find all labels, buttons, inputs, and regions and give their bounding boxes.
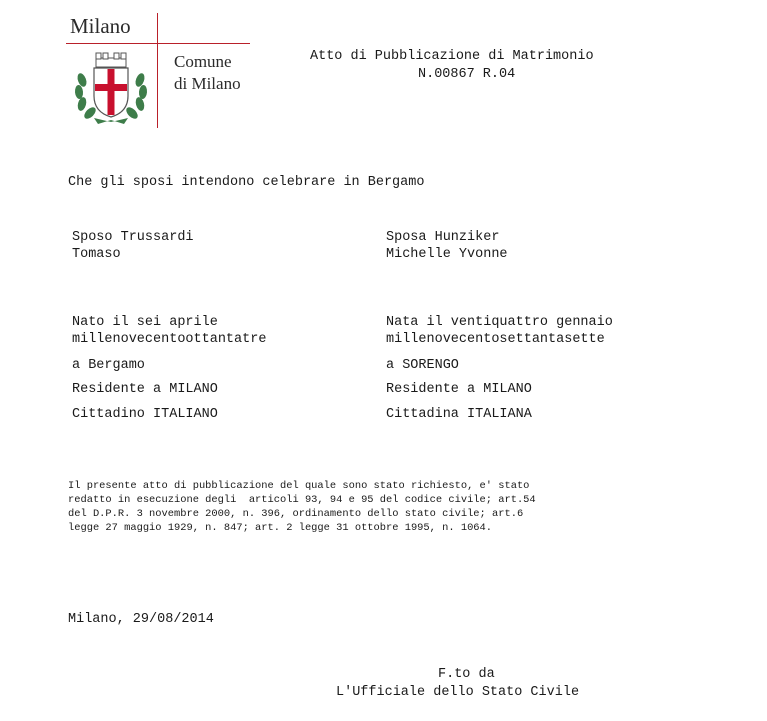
sposo-nascita-2: millenovecentoottantatre: [72, 332, 267, 347]
legal-line: legge 27 maggio 1929, n. 847; art. 2 legge 31 ottobre 1995, n. 1064.: [68, 522, 493, 534]
signature-prefix: F.to da: [438, 667, 495, 682]
logo-comune-line1: Comune: [174, 52, 232, 71]
sposa-nascita-2: millenovecentosettantasette: [386, 332, 605, 347]
legal-notice: [68, 479, 536, 535]
intro-statement: Che gli sposi intendono celebrare in Bergamo: [68, 175, 425, 190]
sposo-residenza: Residente a MILANO: [72, 382, 218, 397]
sposo-nascita-1: Nato il sei aprile: [72, 315, 218, 330]
sposa-cittadinanza: Cittadina ITALIANA: [386, 407, 532, 422]
logo-divider-vertical: [157, 13, 158, 128]
sposo-cittadinanza: Cittadino ITALIANO: [72, 407, 218, 422]
document-title: Atto di Pubblicazione di Matrimonio: [310, 49, 594, 64]
sposa-cognome: Sposa Hunziker: [386, 230, 500, 245]
legal-line: Il presente atto di pubblicazione del quale sono stato richiesto, e' stato: [68, 480, 530, 492]
logo-divider-horizontal: [66, 43, 250, 44]
sposa-luogo: a SORENGO: [386, 358, 459, 373]
sposa-nascita-1: Nata il ventiquattro gennaio: [386, 315, 613, 330]
logo-comune-line2: di Milano: [174, 74, 241, 93]
place-date: Milano, 29/08/2014: [68, 612, 214, 627]
legal-line: redatto in esecuzione degli articoli 93, 94 e 95 del codice civile; art.54: [68, 494, 536, 506]
sposo-cognome: Sposo Trussardi: [72, 230, 194, 245]
sposo-nome: Tomaso: [72, 247, 121, 262]
document-number: N.00867 R.04: [418, 67, 516, 82]
signature-official: L'Ufficiale dello Stato Civile: [336, 685, 580, 700]
sposa-nome: Michelle Yvonne: [386, 247, 508, 262]
milano-crest-icon: [72, 50, 150, 126]
legal-line: del D.P.R. 3 novembre 2000, n. 396, ordinamento dello stato civile; art.6: [68, 508, 524, 520]
sposa-residenza: Residente a MILANO: [386, 382, 532, 397]
logo-comune: [174, 51, 241, 95]
sposo-luogo: a Bergamo: [72, 358, 145, 373]
logo-city-name: Milano: [70, 14, 131, 38]
